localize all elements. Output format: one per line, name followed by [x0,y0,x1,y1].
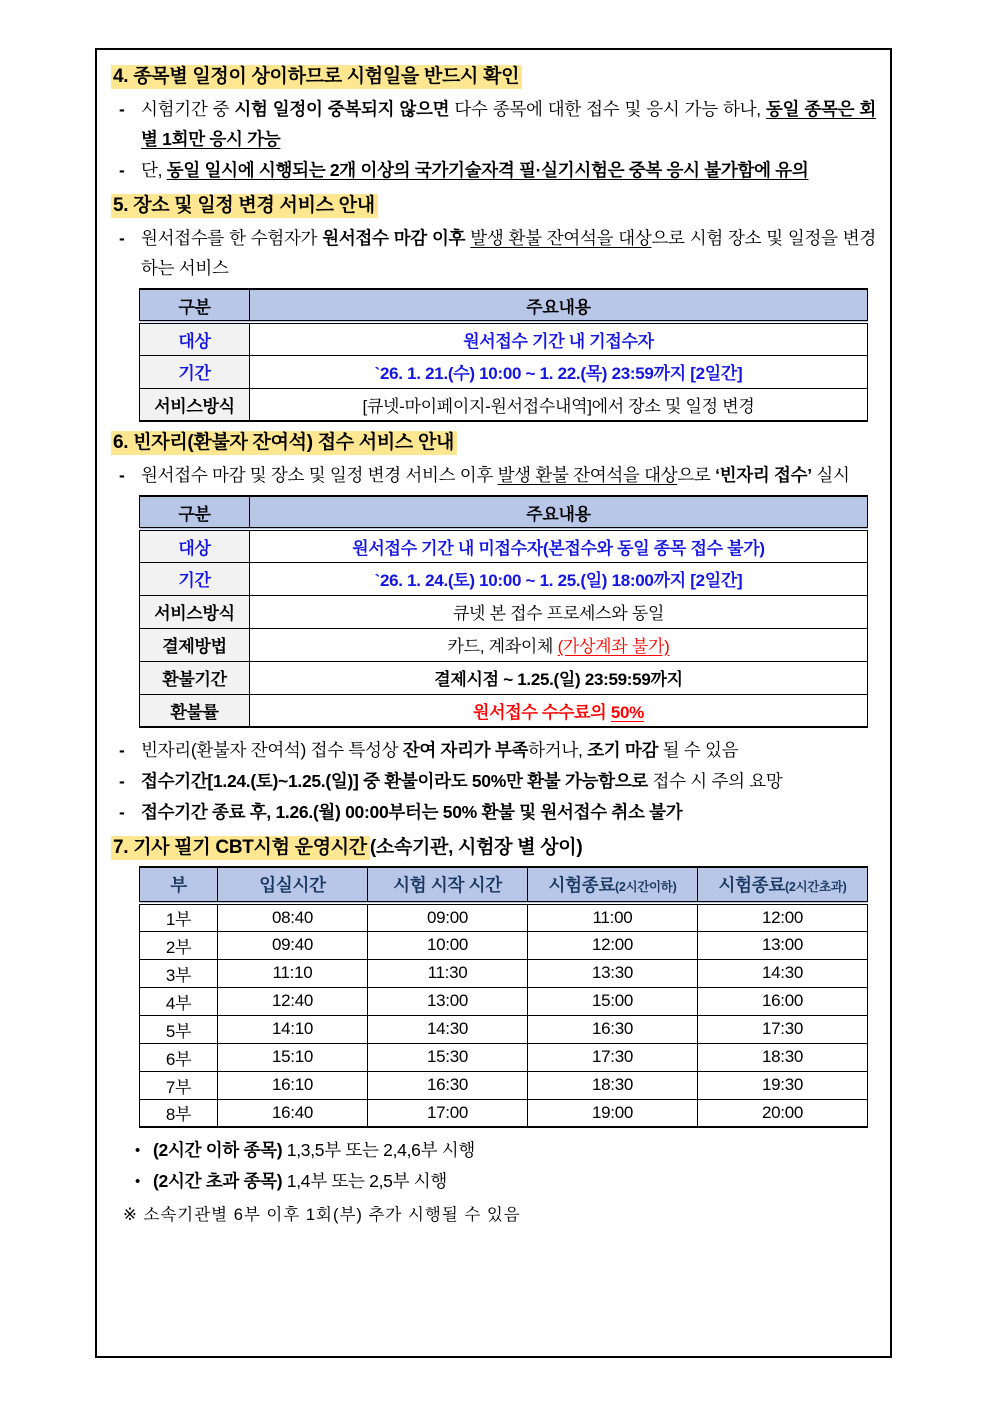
section7-footnote-2 [135,1166,878,1197]
cbt-session-row [140,959,868,987]
section7-title-highlight: 7. 기사 필기 CBT시험 운영시간 [111,836,370,860]
bold-run: 시험 일정이 중복되지 않으면 [234,99,450,119]
section7-footnote-1 [135,1135,878,1166]
header-sub-over2h: (2시간초과) [784,880,847,894]
dash-marker: - [119,802,125,822]
underline-run: 발생 환불 잔여석을 대상 [470,228,652,248]
section4-title-highlight: 4. 종목별 일정이 상이하므로 시험일을 반드시 확인 [111,65,522,89]
bold-run: 조기 마감 [587,740,659,760]
table-row [140,595,868,628]
row-label-method: 서비스방식 [140,388,250,421]
bold-run: 원서접수 마감 이후 [322,228,471,248]
header-sub-under2h: (2시간이하) [614,880,677,894]
row-value-refund-period: 결제시점 ~ 1.25.(일) 23:59:59까지 [250,661,868,694]
session-time-cell: 09:00 [368,903,528,931]
dash-marker: - [119,465,125,485]
session-number-cell: 8부 [140,1099,218,1127]
text-run: 빈자리(환불자 잔여석) 접수 특성상 [141,740,403,760]
session-time-cell: 14:10 [218,1015,368,1043]
text-run: 시험종료 [548,875,615,895]
text-run: 1,3,5부 또는 2,4,6부 시행 [282,1140,475,1160]
underline-run: 발생 환불 잔여석을 대상 [497,465,678,485]
header-cell-category: 구분 [140,496,250,529]
session-number-cell: 6부 [140,1043,218,1071]
table-header-row [140,289,868,322]
row-value-target: 원서접수 기간 내 미접수자(본접수와 동일 종목 접수 불가) [250,529,868,562]
text-run: 될 수 있음 [658,740,739,760]
section7-reference-note: ※ 소속기관별 6부 이후 1회(부) 추가 시행될 수 있음 [123,1206,521,1224]
bold-run: 접수기간 종료 후, 1.26.(월) 00:00부터는 50% 환불 및 원서접수 취소 불가 [141,802,683,822]
session-time-cell: 16:40 [218,1099,368,1127]
row-label-target: 대상 [140,529,250,562]
table-row [140,355,868,388]
session-time-cell: 16:10 [218,1071,368,1099]
session-number-cell: 7부 [140,1071,218,1099]
cbt-session-row [140,1015,868,1043]
text-run: 카드, 계좌이체 [447,637,558,656]
cbt-session-row [140,903,868,931]
bold-run: 접수기간[1.24.(토)~1.25.(일)] 중 환불이라도 50%만 환불 가능함으로 [141,771,648,791]
section7-footnote-2-text [153,1166,878,1197]
cbt-session-row [140,987,868,1015]
session-time-cell: 20:00 [698,1099,868,1127]
session-time-cell: 17:30 [528,1043,698,1071]
header-cell-start-time: 시험 시작 시간 [368,867,528,903]
section6-bullet-4-text [141,797,878,827]
session-time-cell: 11:30 [368,959,528,987]
schedule-change-service-table [139,288,868,422]
section6-bullet-3-text [141,766,878,796]
section4-bullet-2-text [141,155,878,185]
table-row [140,322,868,355]
section7-footnote-1-text [153,1135,878,1166]
text-run: 시험기간 중 [141,99,235,119]
section4-bullet-1-text [141,94,878,154]
session-number-cell: 2부 [140,931,218,959]
table-row [140,628,868,661]
session-time-cell: 19:30 [698,1071,868,1099]
section5-title [111,192,878,219]
section6-title [111,429,878,456]
cbt-table-header-row [140,867,868,903]
section5-bullet-1 [119,223,878,283]
row-value-method: 큐넷 본 접수 프로세스와 동일 [250,595,868,628]
row-value-target: 원서접수 기간 내 기접수자 [250,322,868,355]
cbt-session-row [140,1099,868,1127]
table-header-row [140,496,868,529]
header-cell-end-under2h [528,867,698,903]
session-time-cell: 12:00 [698,903,868,931]
row-label-target: 대상 [140,322,250,355]
row-value-method: [큐넷-마이페이지-원서접수내역]에서 장소 및 일정 변경 [250,388,868,421]
session-number-cell: 5부 [140,1015,218,1043]
text-run: 하거나, [528,740,588,760]
session-time-cell: 10:00 [368,931,528,959]
notice-document-frame [95,48,892,1358]
section6-bullet-4 [119,797,878,827]
session-time-cell: 13:00 [368,987,528,1015]
session-time-cell: 12:00 [528,931,698,959]
row-value-period: `26. 1. 24.(토) 10:00 ~ 1. 25.(일) 18:00까지 [2일간] [250,562,868,595]
section6-bullet-1 [119,460,878,490]
row-label-period: 기간 [140,562,250,595]
row-value-refund-rate [250,694,868,727]
session-time-cell: 08:40 [218,903,368,931]
text-run: 원서접수를 한 수험자가 [141,228,323,248]
row-label-refund-period: 환불기간 [140,661,250,694]
session-time-cell: 11:10 [218,959,368,987]
bold-run: (2시간 이하 종목) [153,1140,283,1160]
header-cell-content: 주요내용 [250,496,868,529]
session-time-cell: 19:00 [528,1099,698,1127]
table-row [140,562,868,595]
bold-run: (2시간 초과 종목) [153,1171,283,1191]
header-cell-category: 구분 [140,289,250,322]
cbt-session-row [140,1071,868,1099]
cbt-table-body [140,903,868,1127]
table-row [140,694,868,727]
row-label-refund-rate: 환불률 [140,694,250,727]
session-time-cell: 14:30 [698,959,868,987]
text-run: 실시 [811,465,850,485]
text-run: 으로 [677,465,716,485]
section6-bullet-2 [119,735,878,765]
header-cell-session: 부 [140,867,218,903]
section6-bullet-2-text [141,735,878,765]
text-run: 원서접수 마감 및 장소 및 일정 변경 서비스 이후 [141,465,498,485]
session-number-cell: 3부 [140,959,218,987]
text-run: 으로 시험 장소 및 일정을 변경하는 서비스 [141,228,876,278]
session-number-cell: 4부 [140,987,218,1015]
row-value-period: `26. 1. 21.(수) 10:00 ~ 1. 22.(목) 23:59까지 [2일간] [250,355,868,388]
table-row [140,388,868,421]
session-time-cell: 18:30 [528,1071,698,1099]
section5-bullet-1-text [141,223,878,283]
session-time-cell: 09:40 [218,931,368,959]
section6-bullet-1-text [141,460,878,490]
session-time-cell: 17:00 [368,1099,528,1127]
bullet-dot-icon: • [135,1173,141,1190]
red-bold-run: 원서접수 수수료의 [473,702,611,722]
session-time-cell: 13:00 [698,931,868,959]
section7-title-suffix: (소속기관, 시험장 별 상이) [369,837,583,858]
row-label-period: 기간 [140,355,250,388]
session-time-cell: 18:30 [698,1043,868,1071]
red-bold-underline-run: 50% [610,702,644,722]
bold-underline-run: 동일 종목은 회별 1회만 응시 가능 [141,99,876,149]
header-cell-end-over2h [698,867,868,903]
session-time-cell: 16:30 [368,1071,528,1099]
vacancy-service-table [139,495,868,728]
dash-marker: - [119,99,125,119]
section4-bullet-2 [119,155,878,185]
session-time-cell: 17:30 [698,1015,868,1043]
row-value-payment [250,628,868,661]
section6-bullet-3 [119,766,878,796]
section6-title-highlight: 6. 빈자리(환불자 잔여석) 접수 서비스 안내 [111,431,457,455]
session-number-cell: 1부 [140,903,218,931]
section4-title [111,63,878,90]
session-time-cell: 15:30 [368,1043,528,1071]
session-time-cell: 13:30 [528,959,698,987]
row-label-method: 서비스방식 [140,595,250,628]
session-time-cell: 16:30 [528,1015,698,1043]
text-run: 다수 종목에 대한 접수 및 응시 가능 하나, [449,99,767,119]
bold-run: ‘빈자리 접수’ [715,465,812,485]
cbt-session-row [140,931,868,959]
text-run: 1,4부 또는 2,5부 시행 [282,1171,447,1191]
bold-underline-run: 동일 일시에 시행되는 2개 이상의 국가기술자격 필·실기시험은 중복 응시 불가함에 유의 [166,160,809,180]
table-row [140,529,868,562]
table-row [140,661,868,694]
row-label-payment: 결제방법 [140,628,250,661]
session-time-cell: 14:30 [368,1015,528,1043]
bold-run: 잔여 자리가 부족 [402,740,529,760]
cbt-operating-hours-table [139,866,868,1128]
dash-marker: - [119,771,125,791]
bullet-dot-icon: • [135,1142,141,1159]
dash-marker: - [119,740,125,760]
text-run: 접수 시 주의 요망 [647,771,783,791]
session-time-cell: 12:40 [218,987,368,1015]
section5-title-highlight: 5. 장소 및 일정 변경 서비스 안내 [111,194,378,218]
dash-marker: - [119,228,125,248]
header-cell-content: 주요내용 [250,289,868,322]
section4-bullet-1 [119,94,878,154]
session-time-cell: 11:00 [528,903,698,931]
session-time-cell: 16:00 [698,987,868,1015]
dash-marker: - [119,160,125,180]
text-run: 시험종료 [718,875,785,895]
session-time-cell: 15:10 [218,1043,368,1071]
header-cell-entry-time: 입실시간 [218,867,368,903]
red-underline-run: (가상계좌 불가) [557,637,670,656]
session-time-cell: 15:00 [528,987,698,1015]
text-run: 단, [141,160,167,180]
section7-title [111,834,878,861]
cbt-session-row [140,1043,868,1071]
